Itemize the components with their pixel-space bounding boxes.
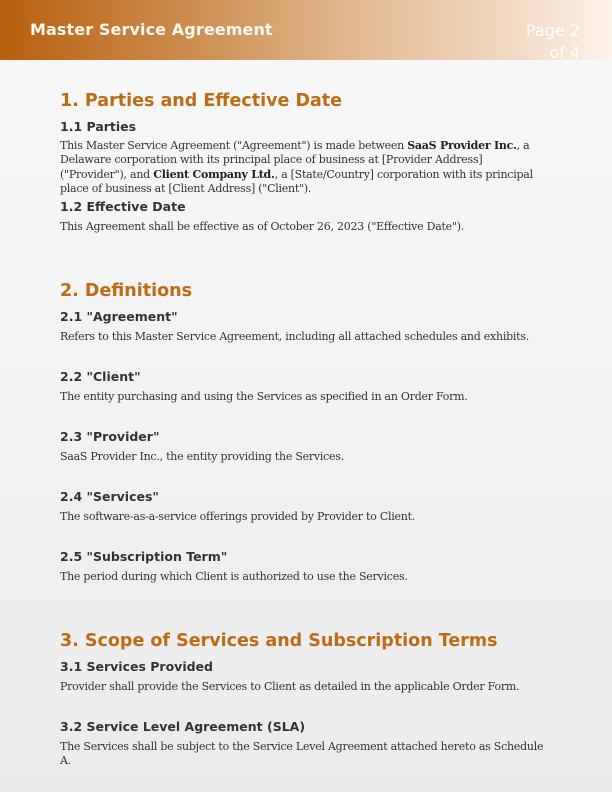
subsection-2-3 xyxy=(60,428,550,464)
subsection-2-5 xyxy=(60,548,550,584)
section-1 xyxy=(60,88,550,114)
section-title: 3. Scope of Services and Subscription Terms xyxy=(60,631,498,651)
subsection-text: This Agreement shall be effective as of October 26, 2023 ("Effective Date"). xyxy=(60,220,465,233)
subsection-1-2 xyxy=(60,198,550,234)
subsection-text: The period during which Client is authorized to use the Services. xyxy=(60,570,408,583)
subsection-2-1 xyxy=(60,308,550,344)
page-of-label: of 4 xyxy=(549,43,580,62)
subsection-2-4 xyxy=(60,488,550,524)
page-header xyxy=(0,0,612,60)
section-title: 2. Definitions xyxy=(60,281,193,301)
subsection-text: Provider shall provide the Services to Client as detailed in the applicable Order Form. xyxy=(60,680,520,693)
subsection-3-1 xyxy=(60,658,550,694)
subsection-text: The entity purchasing and using the Services as specified in an Order Form. xyxy=(60,390,468,403)
subsection-text: Refers to this Master Service Agreement, including all attached schedules and exhibits. xyxy=(60,330,529,343)
subsection-title: 3.2 Service Level Agreement (SLA) xyxy=(60,719,306,734)
subsection-3-2 xyxy=(60,718,550,769)
page-label: Page 2 xyxy=(526,21,580,40)
document-title: Master Service Agreement xyxy=(30,20,273,39)
subsection-title: 2.3 "Provider" xyxy=(60,429,160,444)
subsection-title: 2.2 "Client" xyxy=(60,369,141,384)
subsection-text: The Services shall be subject to the Service Level Agreement attached hereto as Schedule A. xyxy=(60,740,544,768)
subsection-2-2 xyxy=(60,368,550,404)
subsection-text: The software-as-a-service offerings provided by Provider to Client. xyxy=(60,510,416,523)
provider-name: SaaS Provider Inc. xyxy=(407,139,517,152)
subsection-title: 2.5 "Subscription Term" xyxy=(60,549,228,564)
subsection-1-1 xyxy=(60,118,550,196)
subsection-title: 1.1 Parties xyxy=(60,119,137,134)
client-name: Client Company Ltd. xyxy=(153,167,275,181)
subsection-title: 3.1 Services Provided xyxy=(60,659,213,674)
page-number xyxy=(490,20,580,64)
section-3 xyxy=(60,628,550,654)
subsection-text: This Master Service Agreement ("Agreement") is made between SaaS Provider Inc., a Delaware corporation with its principal place of business at [Provider Address] ("Provider"), and Client Company Ltd., a [State/Country] corporation with its principal place of business at [Client Address] ("Client"). xyxy=(60,139,533,195)
subsection-title: 1.2 Effective Date xyxy=(60,199,186,214)
subsection-text: SaaS Provider Inc., the entity providing the Services. xyxy=(60,450,344,463)
subsection-title: 2.1 "Agreement" xyxy=(60,309,178,324)
section-title: 1. Parties and Effective Date xyxy=(60,91,343,111)
section-2 xyxy=(60,278,550,304)
subsection-title: 2.4 "Services" xyxy=(60,489,159,504)
